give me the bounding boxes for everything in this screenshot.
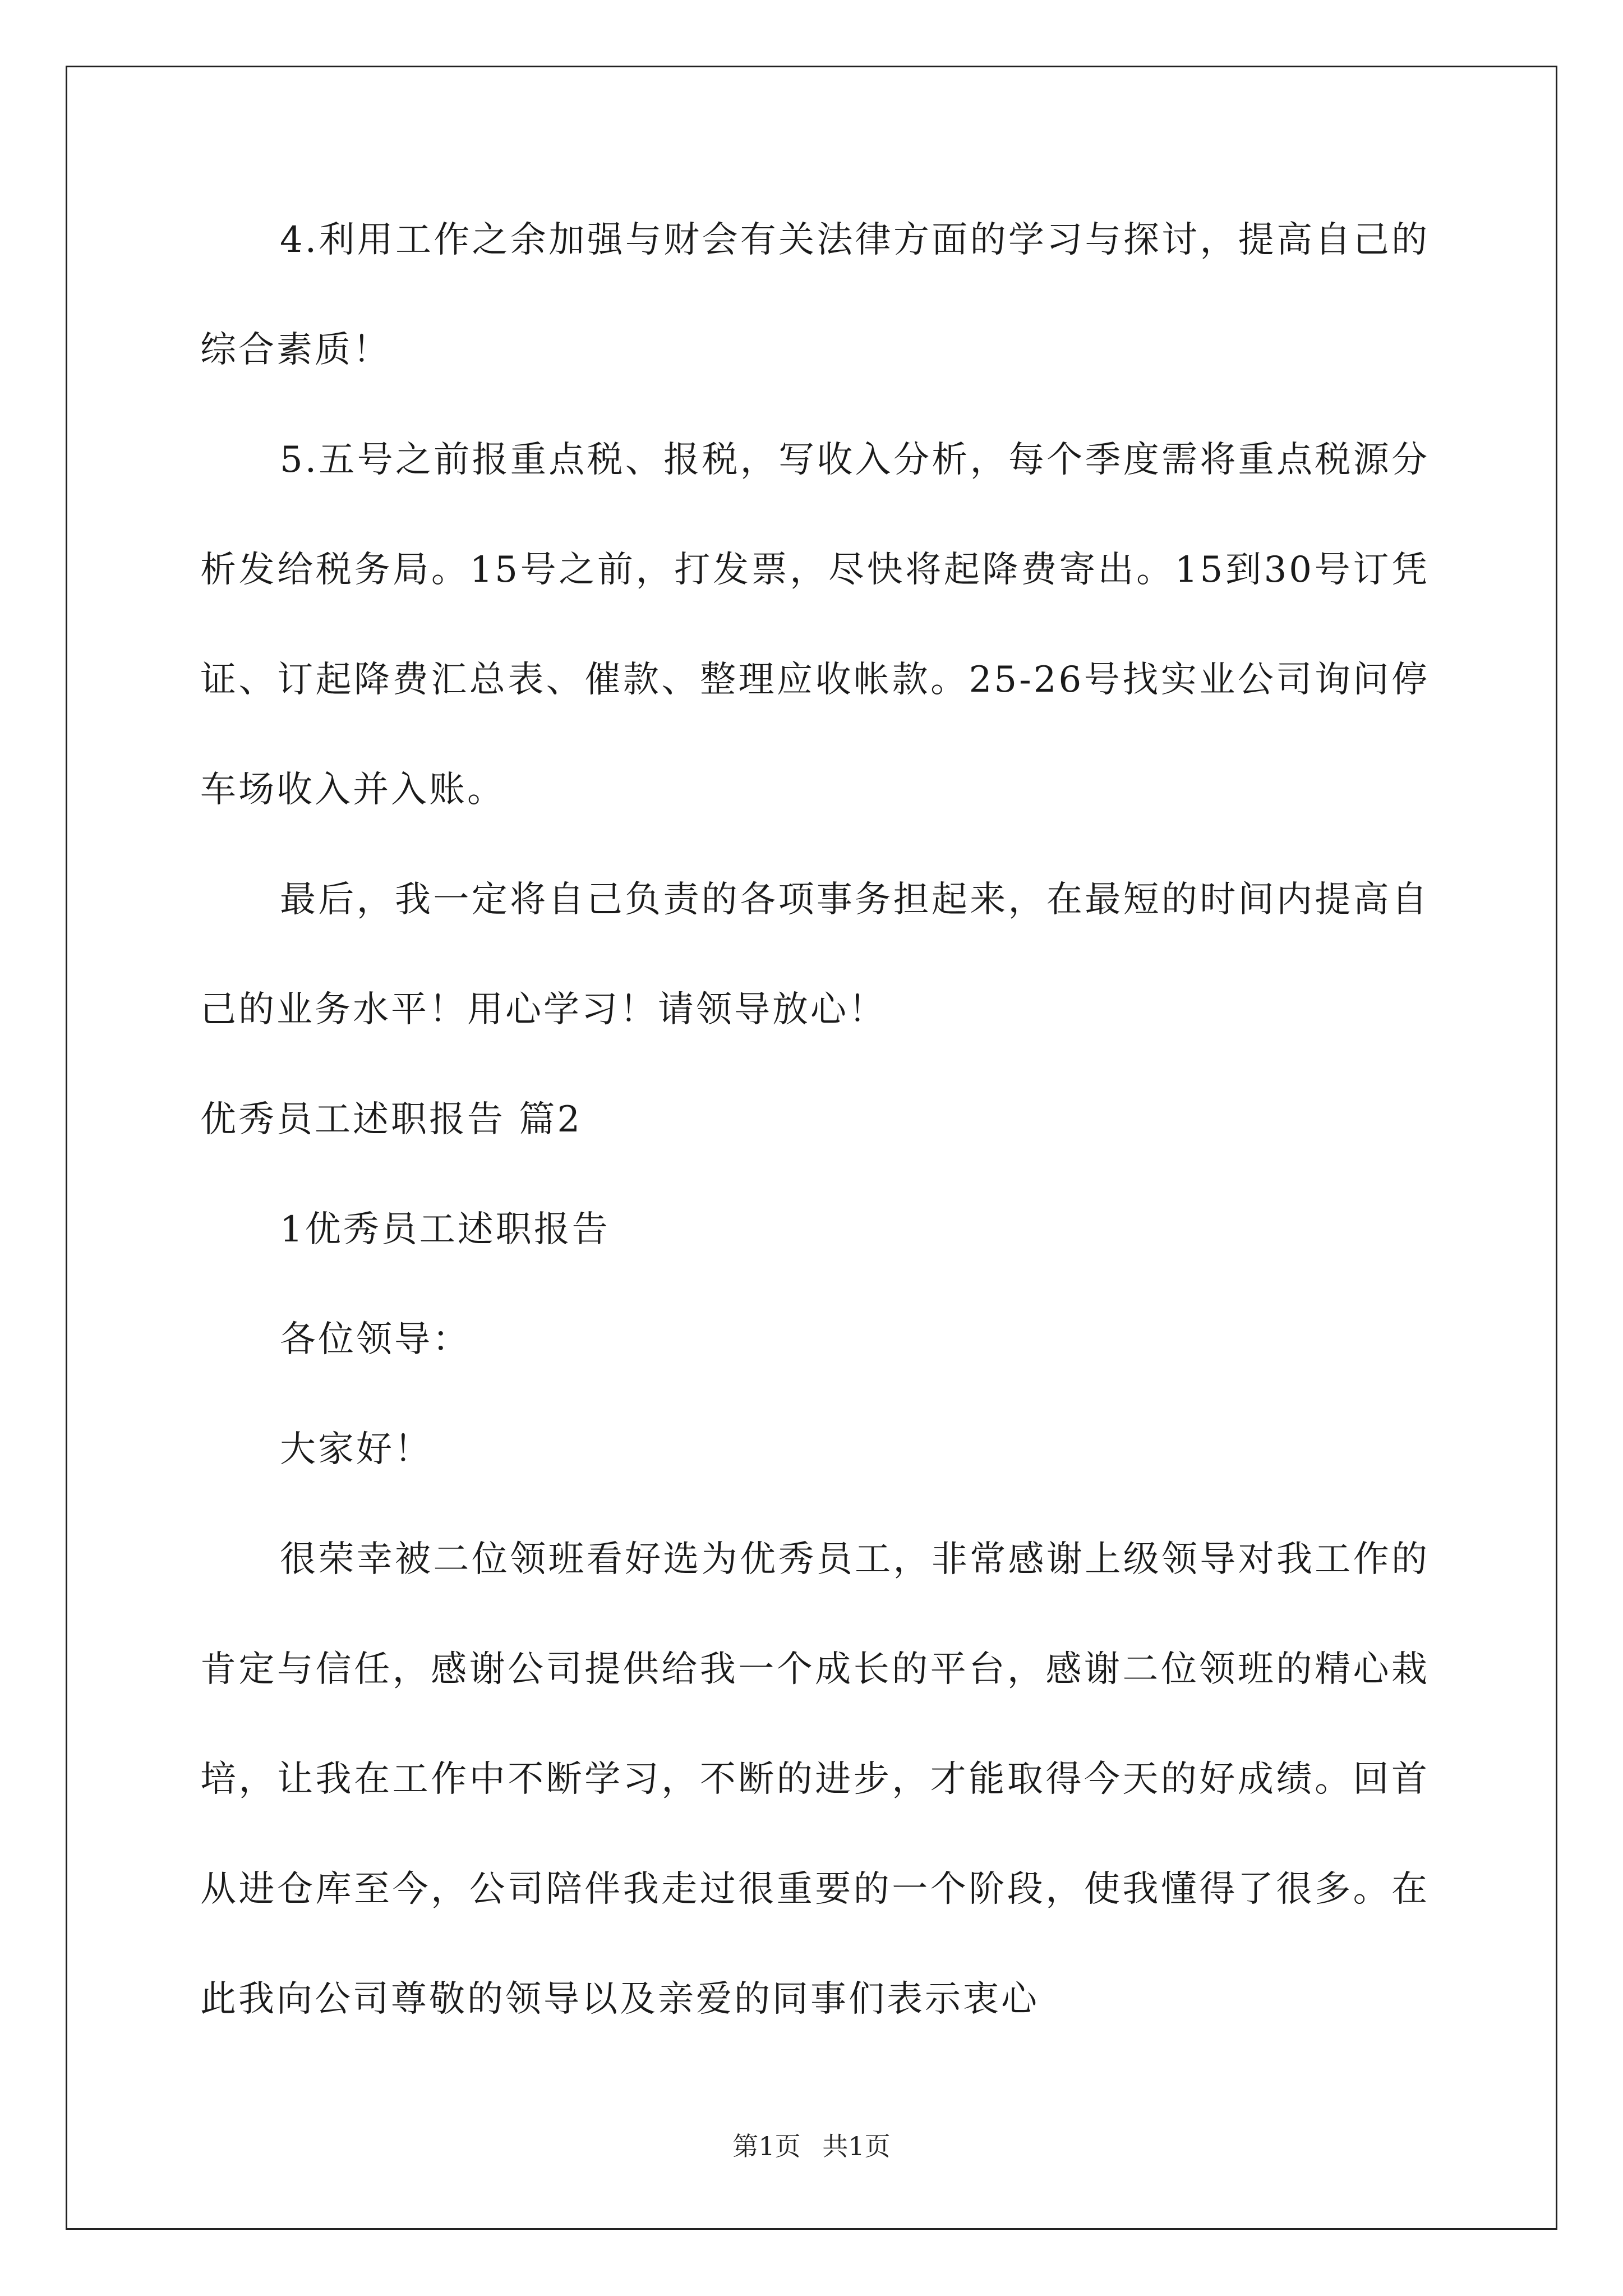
greeting: 大家好！ xyxy=(280,1429,432,1470)
page-number: 第1页 xyxy=(732,2131,801,2161)
paragraph-item-5: 5.五号之前报重点税、报税，写收入分析，每个季度需将重点税源分析发给税务局。15号之前，打发票，尽快将起降费寄出。15到30号订凭证、订起降费汇总表、催款、整理应收帐款。25-26号找实业公司询问停车场收入并入账。 xyxy=(200,439,1430,811)
body-paragraph: 很荣幸被二位领班看好选为优秀员工，非常感谢上级领导对我工作的肯定与信任，感谢公司提供给我一个成长的平台，感谢二位领班的精心栽培，让我在工作中不断学习，不断的进步，才能取得今天的好成绩。回首从进仓库至今，公司陪伴我走过很重要的一个阶段，使我懂得了很多。在此我向公司尊敬的领导以及亲爱的同事们表示衷心 xyxy=(200,1539,1430,2020)
paragraph-conclusion: 最后，我一定将自己负责的各项事务担起来，在最短的时间内提高自己的业务水平！用心学习！请领导放心！ xyxy=(200,879,1430,1030)
paragraph-item-4: 4.利用工作之余加强与财会有关法律方面的学习与探讨，提高自己的综合素质！ xyxy=(200,219,1430,371)
document-body xyxy=(200,185,1430,2054)
page-footer xyxy=(0,2126,1623,2163)
page-total: 共1页 xyxy=(822,2131,891,2161)
salutation: 各位领导： xyxy=(280,1319,471,1360)
section-heading: 优秀员工述职报告 篇2 xyxy=(200,1099,583,1140)
report-title: 1优秀员工述职报告 xyxy=(280,1209,610,1250)
